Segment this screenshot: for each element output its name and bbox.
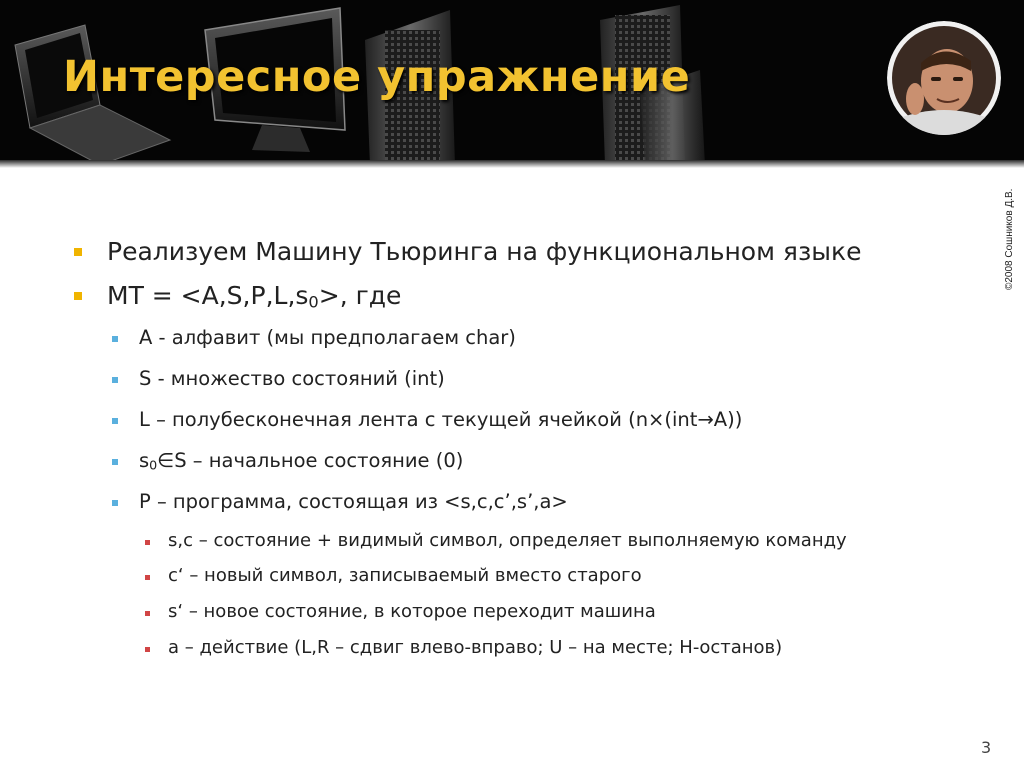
bullet-marker <box>145 611 150 616</box>
bullet-item: S - множество состояний (int) <box>139 367 445 390</box>
bullet-text: ∈S – начальное состояние (0) <box>157 449 464 472</box>
subscript: 0 <box>308 292 319 312</box>
header-divider <box>0 160 1024 168</box>
bullet-item: A - алфавит (мы предполагаем char) <box>139 326 516 349</box>
bullet-item: L – полубесконечная лента с текущей ячейкой (n×(int→A)) <box>139 408 743 431</box>
bullet-item: c‘ – новый символ, записываемый вместо старого <box>168 565 642 586</box>
bullet-marker <box>112 377 118 383</box>
bullet-marker <box>112 459 118 465</box>
bullet-item: a – действие (L,R – сдвиг влево-вправо; U – на месте; H-останов) <box>168 637 783 658</box>
bullet-text: МТ = <A,S,P,L,s <box>107 281 309 310</box>
bullet-item: s,c – состояние + видимый символ, определяет выполняемую команду <box>168 530 847 551</box>
bullet-marker <box>74 292 82 300</box>
bullet-marker <box>112 336 118 342</box>
bullet-item: s‘ – новое состояние, в которое переходит машина <box>168 601 656 622</box>
subscript: 0 <box>149 457 158 473</box>
bullet-item: P – программа, состоящая из <s,c,c’,s’,a> <box>139 490 568 513</box>
header-banner <box>0 0 1024 165</box>
page-number: 3 <box>981 738 992 757</box>
bullet-text: s <box>139 449 150 472</box>
bullet-marker <box>145 540 150 545</box>
slide-title: Интересное упражнение <box>63 52 691 102</box>
copyright-text: ©2008 Сошников Д.В. <box>1004 188 1015 290</box>
bullet-marker <box>145 575 150 580</box>
bullet-item <box>107 281 401 311</box>
bullet-marker <box>112 418 118 424</box>
author-avatar <box>887 21 1001 135</box>
bullet-item: Реализуем Машину Тьюринга на функциональном языке <box>107 237 862 266</box>
bullet-text: >, где <box>318 281 402 310</box>
bullet-marker <box>112 500 118 506</box>
bullet-marker <box>74 248 82 256</box>
bullet-marker <box>145 647 150 652</box>
bullet-item <box>139 449 463 473</box>
